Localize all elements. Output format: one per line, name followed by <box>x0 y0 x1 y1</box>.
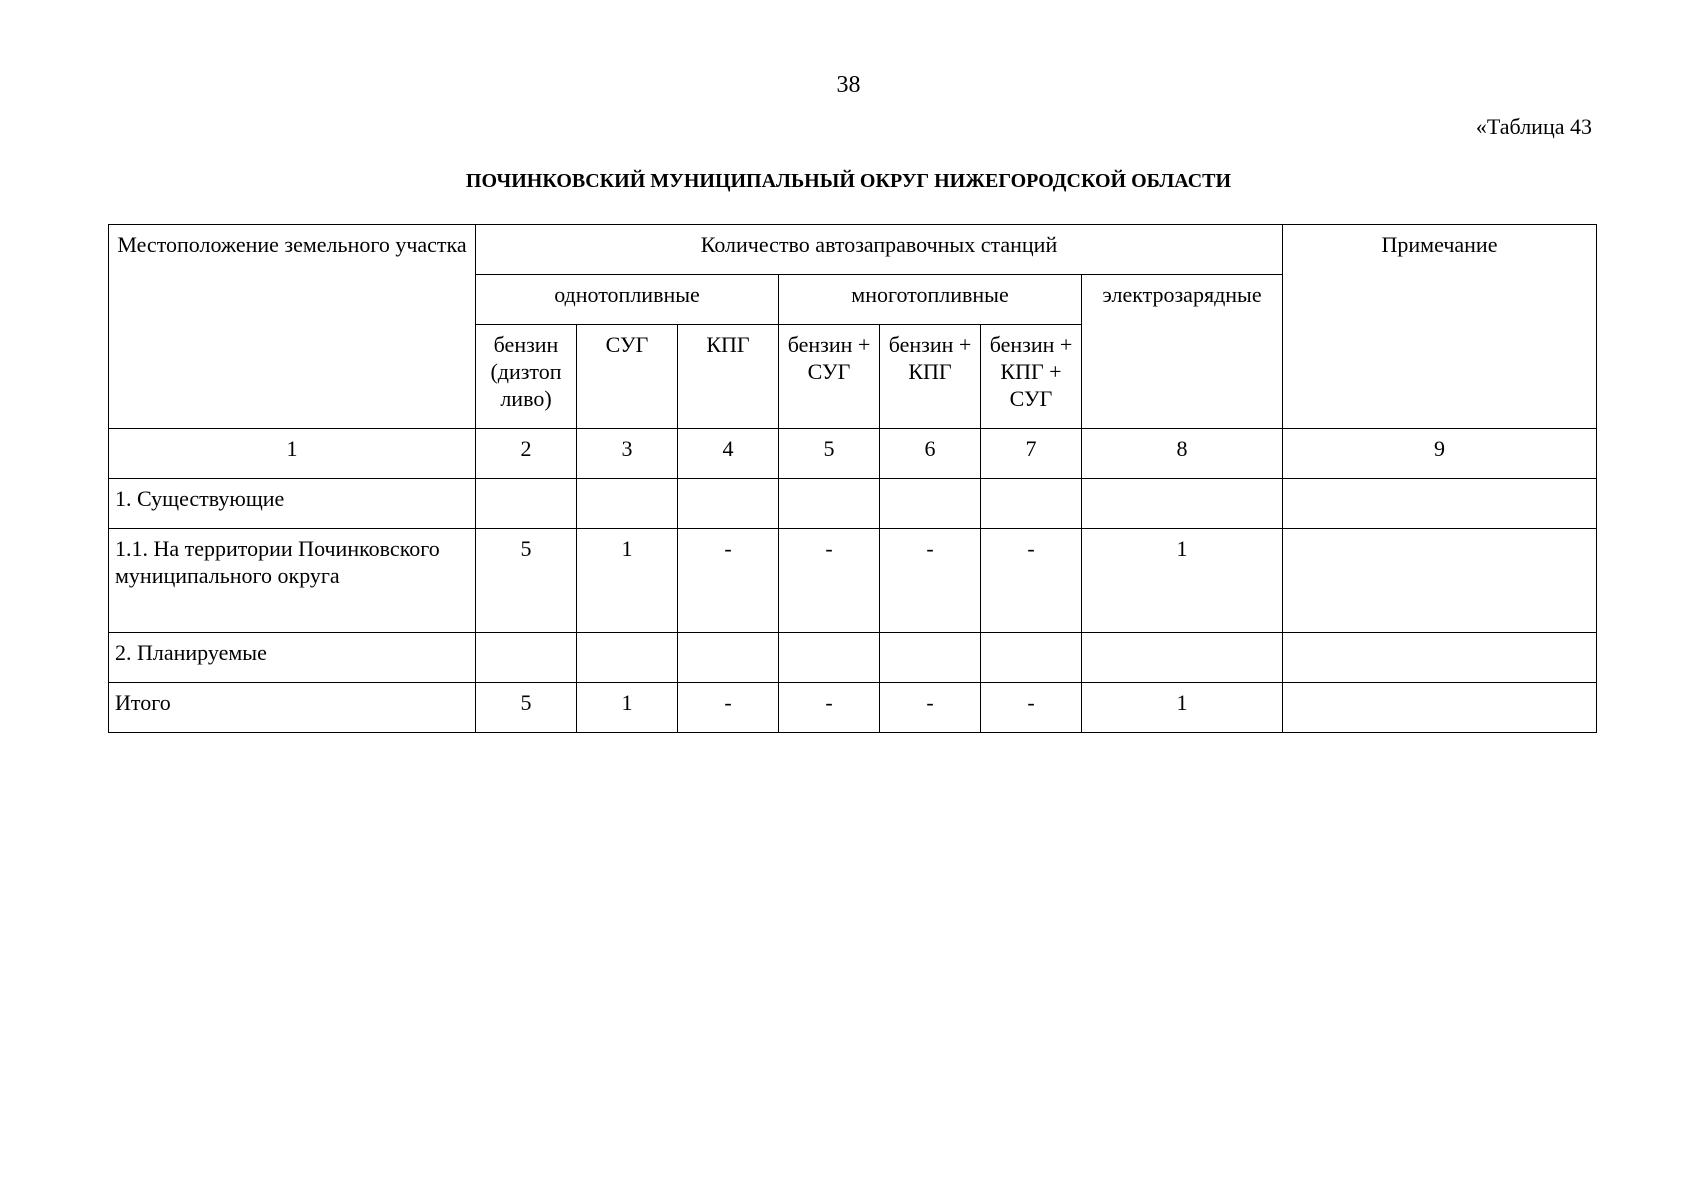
table-cell <box>880 479 981 529</box>
table-cell: 1 <box>1082 529 1283 633</box>
header-row-1 <box>109 225 1597 275</box>
header-single-fuel: однотопливные <box>476 275 779 325</box>
header-location: Местоположение земельного участка <box>109 225 476 429</box>
header-petrol-lpg: бензин + СУГ <box>779 325 880 429</box>
column-number: 9 <box>1283 429 1597 479</box>
table-cell: 5 <box>476 529 577 633</box>
row-label: Итого <box>109 683 476 733</box>
table-cell <box>779 479 880 529</box>
table-cell: - <box>678 529 779 633</box>
table-row <box>109 479 1597 529</box>
column-number: 7 <box>981 429 1082 479</box>
table-cell <box>1283 633 1597 683</box>
table-cell: - <box>981 683 1082 733</box>
header-cng: КПГ <box>678 325 779 429</box>
table-cell <box>779 633 880 683</box>
row-label: 2. Планируемые <box>109 633 476 683</box>
gas-stations-table <box>108 224 1597 733</box>
table-cell <box>678 633 779 683</box>
header-note: Примечание <box>1283 225 1597 429</box>
table-cell <box>981 479 1082 529</box>
table-cell <box>1082 479 1283 529</box>
table-cell <box>577 633 678 683</box>
table-cell <box>880 633 981 683</box>
table-cell: 5 <box>476 683 577 733</box>
column-number: 3 <box>577 429 678 479</box>
column-number: 4 <box>678 429 779 479</box>
row-label: 1. Существующие <box>109 479 476 529</box>
header-station-count: Количество автозаправочных станций <box>476 225 1283 275</box>
table-cell: - <box>678 683 779 733</box>
column-number: 1 <box>109 429 476 479</box>
column-number: 2 <box>476 429 577 479</box>
table-cell <box>1283 683 1597 733</box>
table-cell <box>577 479 678 529</box>
table-cell: - <box>880 683 981 733</box>
table-cell <box>678 479 779 529</box>
table-cell <box>1283 479 1597 529</box>
column-number: 8 <box>1082 429 1283 479</box>
table-row <box>109 529 1597 633</box>
page-number: 38 <box>836 72 861 98</box>
row-label: 1.1. На территории Починковского муниципального округа <box>109 529 476 633</box>
table-cell: 1 <box>577 683 678 733</box>
table-cell <box>1082 633 1283 683</box>
table-caption: «Таблица 43 <box>1475 114 1592 139</box>
total-row <box>109 683 1597 733</box>
document-title: ПОЧИНКОВСКИЙ МУНИЦИПАЛЬНЫЙ ОКРУГ НИЖЕГОРОДСКОЙ ОБЛАСТИ <box>465 170 1232 192</box>
header-multi-fuel: многотопливные <box>779 275 1082 325</box>
table-cell <box>981 633 1082 683</box>
column-number: 5 <box>779 429 880 479</box>
table-cell: - <box>981 529 1082 633</box>
column-numbers-row <box>109 429 1597 479</box>
table-cell: 1 <box>1082 683 1283 733</box>
table-cell: - <box>880 529 981 633</box>
table-cell <box>476 633 577 683</box>
table-cell: 1 <box>577 529 678 633</box>
header-lpg: СУГ <box>577 325 678 429</box>
table-cell: - <box>779 683 880 733</box>
header-petrol: бензин (дизтоп ливо) <box>476 325 577 429</box>
column-number: 6 <box>880 429 981 479</box>
table-cell: - <box>779 529 880 633</box>
header-petrol-cng: бензин + КПГ <box>880 325 981 429</box>
table-row <box>109 633 1597 683</box>
header-electric: электрозарядные <box>1082 275 1283 429</box>
table-cell <box>476 479 577 529</box>
table-cell <box>1283 529 1597 633</box>
header-petrol-cng-lpg: бензин + КПГ + СУГ <box>981 325 1082 429</box>
